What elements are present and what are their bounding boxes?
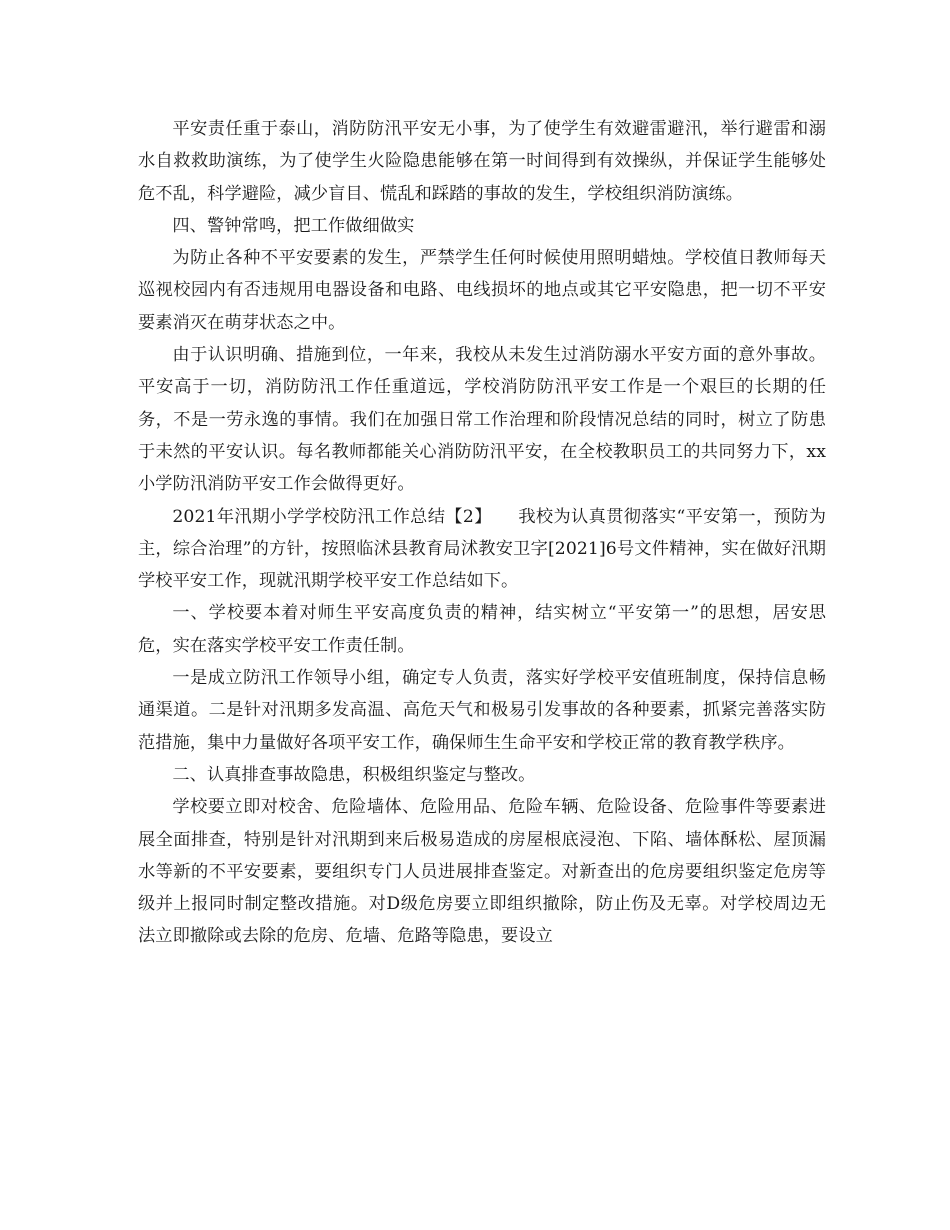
section-heading-2: 二、认真排查事故隐患，积极组织鉴定与整改。 bbox=[172, 764, 536, 785]
section-heading-1: 一、学校要本着对师生平安高度负责的精神，结实树立“平安第一”的思想，居安思危，实在落实学校平安工作责任制。 bbox=[138, 603, 826, 656]
paragraph-hazard-inspection: 学校要立即对校舍、危险墙体、危险用品、危险车辆、危险设备、危险事件等要素进展全面排查，特别是针对汛期到来后极易造成的房屋根底浸泡、下陷、墙体酥松、屋顶漏水等新的不平安要素，要组织专门人员进展排查鉴定。对新查出的危房要组织鉴定危房等级并上报同时制定整改措施。对D级危房要立即组织撤除，防止伤及无辜。对学校周边无法立即撤除或去除的危房、危墙、危路等隐患，要设立 bbox=[138, 797, 826, 947]
paragraph-report-2-intro: 2021年汛期小学学校防汛工作总结【2】 我校为认真贯彻落实“平安第一，预防为主，综合治理”的方针，按照临沭县教育局沭教安卫字[2021]6号文件精神，实在做好汛期学校平安工作，现就汛期学校平安工作总结如下。 bbox=[138, 506, 826, 592]
paragraph-safety-drills: 平安责任重于泰山，消防防汛平安无小事，为了使学生有效避雷避汛，举行避雷和溺水自救救助演练，为了使学生火险隐患能够在第一时间得到有效操纵，并保证学生能够处危不乱，科学避险，减少盲目、慌乱和踩踏的事故的发生，学校组织消防演练。 bbox=[138, 119, 826, 204]
document-page bbox=[138, 113, 826, 953]
paragraph-yearly-summary: 由于认识明确、措施到位，一年来，我校从未发生过消防溺水平安方面的意外事故。平安高于一切，消防防汛工作任重道远，学校消防防汛平安工作是一个艰巨的长期的任务，不是一劳永逸的事情。我们在加强日常工作治理和阶段情况总结的同时，树立了防患于未然的平安认识。每名教师都能关心消防防汛平安，在全校教职员工的共同努力下，xx小学防汛消防平安工作会做得更好。 bbox=[138, 345, 826, 495]
section-heading-4: 四、警钟常鸣，把工作做细做实 bbox=[172, 215, 415, 236]
paragraph-candle-ban: 为防止各种不平安要素的发生，严禁学生任何时候使用照明蜡烛。学校值日教师每天巡视校园内有否违规用电器设备和电路、电线损坏的地点或其它平安隐患，把一切不平安要素消灭在萌芽状态之中。 bbox=[138, 248, 826, 333]
paragraph-leadership-group: 一是成立防汛工作领导小组，确定专人负责，落实好学校平安值班制度，保持信息畅通渠道。二是针对汛期多发高温、高危天气和极易引发事故的各种要素，抓紧完善落实防范措施，集中力量做好各项平安工作，确保师生生命平安和学校正常的教育教学秩序。 bbox=[138, 668, 826, 753]
